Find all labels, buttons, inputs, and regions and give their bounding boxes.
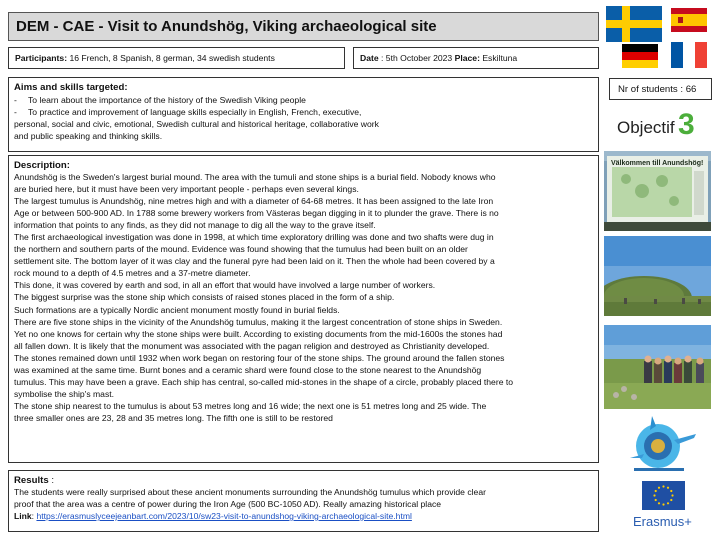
results-line: The students were really surprised about these ancient monuments surrounding the Anundshög tumulus which provide clear	[14, 487, 486, 497]
nr-students-box	[609, 78, 712, 100]
description-line: are buried here, but it must have been very important people - perhaps even several kings.	[14, 184, 359, 195]
participants-label: Participants:	[15, 53, 68, 63]
aims-box	[8, 77, 599, 152]
participants-box	[8, 47, 345, 69]
aims-heading: Aims and skills targeted:	[14, 82, 128, 93]
place-label: Place:	[454, 53, 480, 63]
page-title: DEM - CAE - Visit to Anundshög, Viking archaeological site	[16, 18, 437, 35]
erasmus-plus-label: Erasmus+	[633, 514, 692, 529]
date-box	[353, 47, 599, 69]
description-line: the northern and southern parts of the mound. Evidence was found showing that the tumulus had been built on an older	[14, 244, 468, 255]
results-line: proof that the area was a centre of power during the Iron Age (500 BC-1050 AD). Really amazing historical place	[14, 499, 442, 509]
description-line: This done, it was covered by earth and sod, in all an effort that would have involved a large number of workers.	[14, 280, 436, 291]
sign-text: Välkommen till Anundshög!	[611, 160, 704, 167]
aims-line: - To practice and improvement of language skills especially in English, French, executive,	[14, 107, 362, 117]
date-value: : 5th October 2023	[378, 53, 455, 63]
description-line: Such formations are a typically Nordic ancient monument mostly found in burial fields.	[14, 304, 340, 315]
description-box	[8, 155, 599, 463]
article-link[interactable]: https://erasmuslyceejeanbart.com/2023/10/sw23-visit-to-anundshog-viking-archaeological-site.html	[36, 511, 412, 521]
objectif3-logo: Objectif 3	[617, 108, 695, 141]
description-line: information that points to any finds, as they did not manage to dig all the way to the grave itself.	[14, 220, 376, 231]
description-line: rock mound to a depth of 4.5 metres and a 37-metre diameter.	[14, 268, 251, 279]
welcome-sign-photo	[604, 151, 711, 231]
france-flag-icon	[671, 42, 707, 68]
description-line: settlement site. The bottom layer of it was clay and the funeral pyre had been laid on it. Then the whole had been covered by a	[14, 256, 495, 267]
aims-line: and public speaking and thinking skills.	[14, 131, 163, 141]
eu-flag-icon	[642, 481, 685, 510]
description-line: The stone ship nearest to the tumulus is about 53 metres long and 16 wide; the next one is 51 metres long and 25 wide. The	[14, 400, 487, 411]
description-line: Yet no one knows for certain why the stone ships were built. According to existing documents from the mid-1600s the stones had	[14, 328, 503, 339]
description-line: all fallen down. It is likely that the monument was associated with the pagan religion and destroyed as Christianity developed.	[14, 340, 490, 351]
students-group-photo	[604, 325, 711, 409]
date-label: Date	[360, 53, 379, 63]
aims-line: personal, social and civic, emotional, Swedish cultural and historical heritage, collaborative work	[14, 119, 379, 129]
germany-flag-icon	[622, 44, 658, 68]
nr-students: Nr of students : 66	[618, 84, 697, 95]
aims-line: - To learn about the importance of the history of the Swedish Viking people	[14, 95, 306, 105]
description-line: symbolise the ship's mast.	[14, 388, 115, 399]
description-line: tumulus. This may have been a grave. Each ship has central, so-called mid-stones in the shape of a circle, probably placed there to	[14, 376, 514, 387]
description-line: There are five stone ships in the vicinity of the Anundshög tumulus, making it the largest concentration of stone ships in Sweden.	[14, 316, 503, 327]
sweden-flag-icon	[606, 6, 662, 42]
results-heading: Results :	[14, 475, 54, 486]
burial-mound-photo	[604, 236, 711, 316]
description-line: was examined at the same time. Burnt bones and a ceramic shard were found close to the stone nearest to the Anundshög	[14, 364, 482, 375]
description-line: The stones remained down until 1932 when work began on restoring four of the stone ships. The ground around the fallen stones	[14, 352, 505, 363]
spain-flag-icon	[671, 8, 707, 32]
description-line: Anundshög is the Sweden's largest burial mound. The area with the tumuli and stone ships is a burial field. Nobody knows who	[14, 172, 496, 182]
participants-value: 16 French, 8 Spanish, 8 german, 34 swedish students	[67, 53, 275, 63]
link-label: Link	[14, 511, 32, 521]
results-box	[8, 470, 599, 532]
description-line: The largest tumulus is Anundshög, nine metres high and with a diameter of 64-68 metres. It has been assigned to the late Iron	[14, 196, 494, 207]
description-line: The first archaeological investigation was done in 1998, at which time exploratory drilling was done and two shafts were dug in	[14, 232, 494, 243]
airplane-globe-logo	[622, 412, 700, 474]
place-value: Eskiltuna	[479, 53, 518, 63]
description-line: The biggest surprise was the stone ship which consists of raised stones placed in the form of a ship.	[14, 292, 395, 303]
description-line: Age or between 500-900 AD. In 1788 some brewery workers from Västeras began digging in it to plunder the grave. There is no	[14, 208, 499, 219]
description-heading: Description:	[14, 160, 70, 171]
title-box	[8, 12, 599, 41]
results-link-row: Link: https://erasmuslyceejeanbart.com/2023/10/sw23-visit-to-anundshog-viking-archaeological-site.html	[14, 511, 412, 521]
description-line: three smaller ones are 23, 28 and 35 metres long. The fifth one is still to be restored	[14, 412, 333, 423]
